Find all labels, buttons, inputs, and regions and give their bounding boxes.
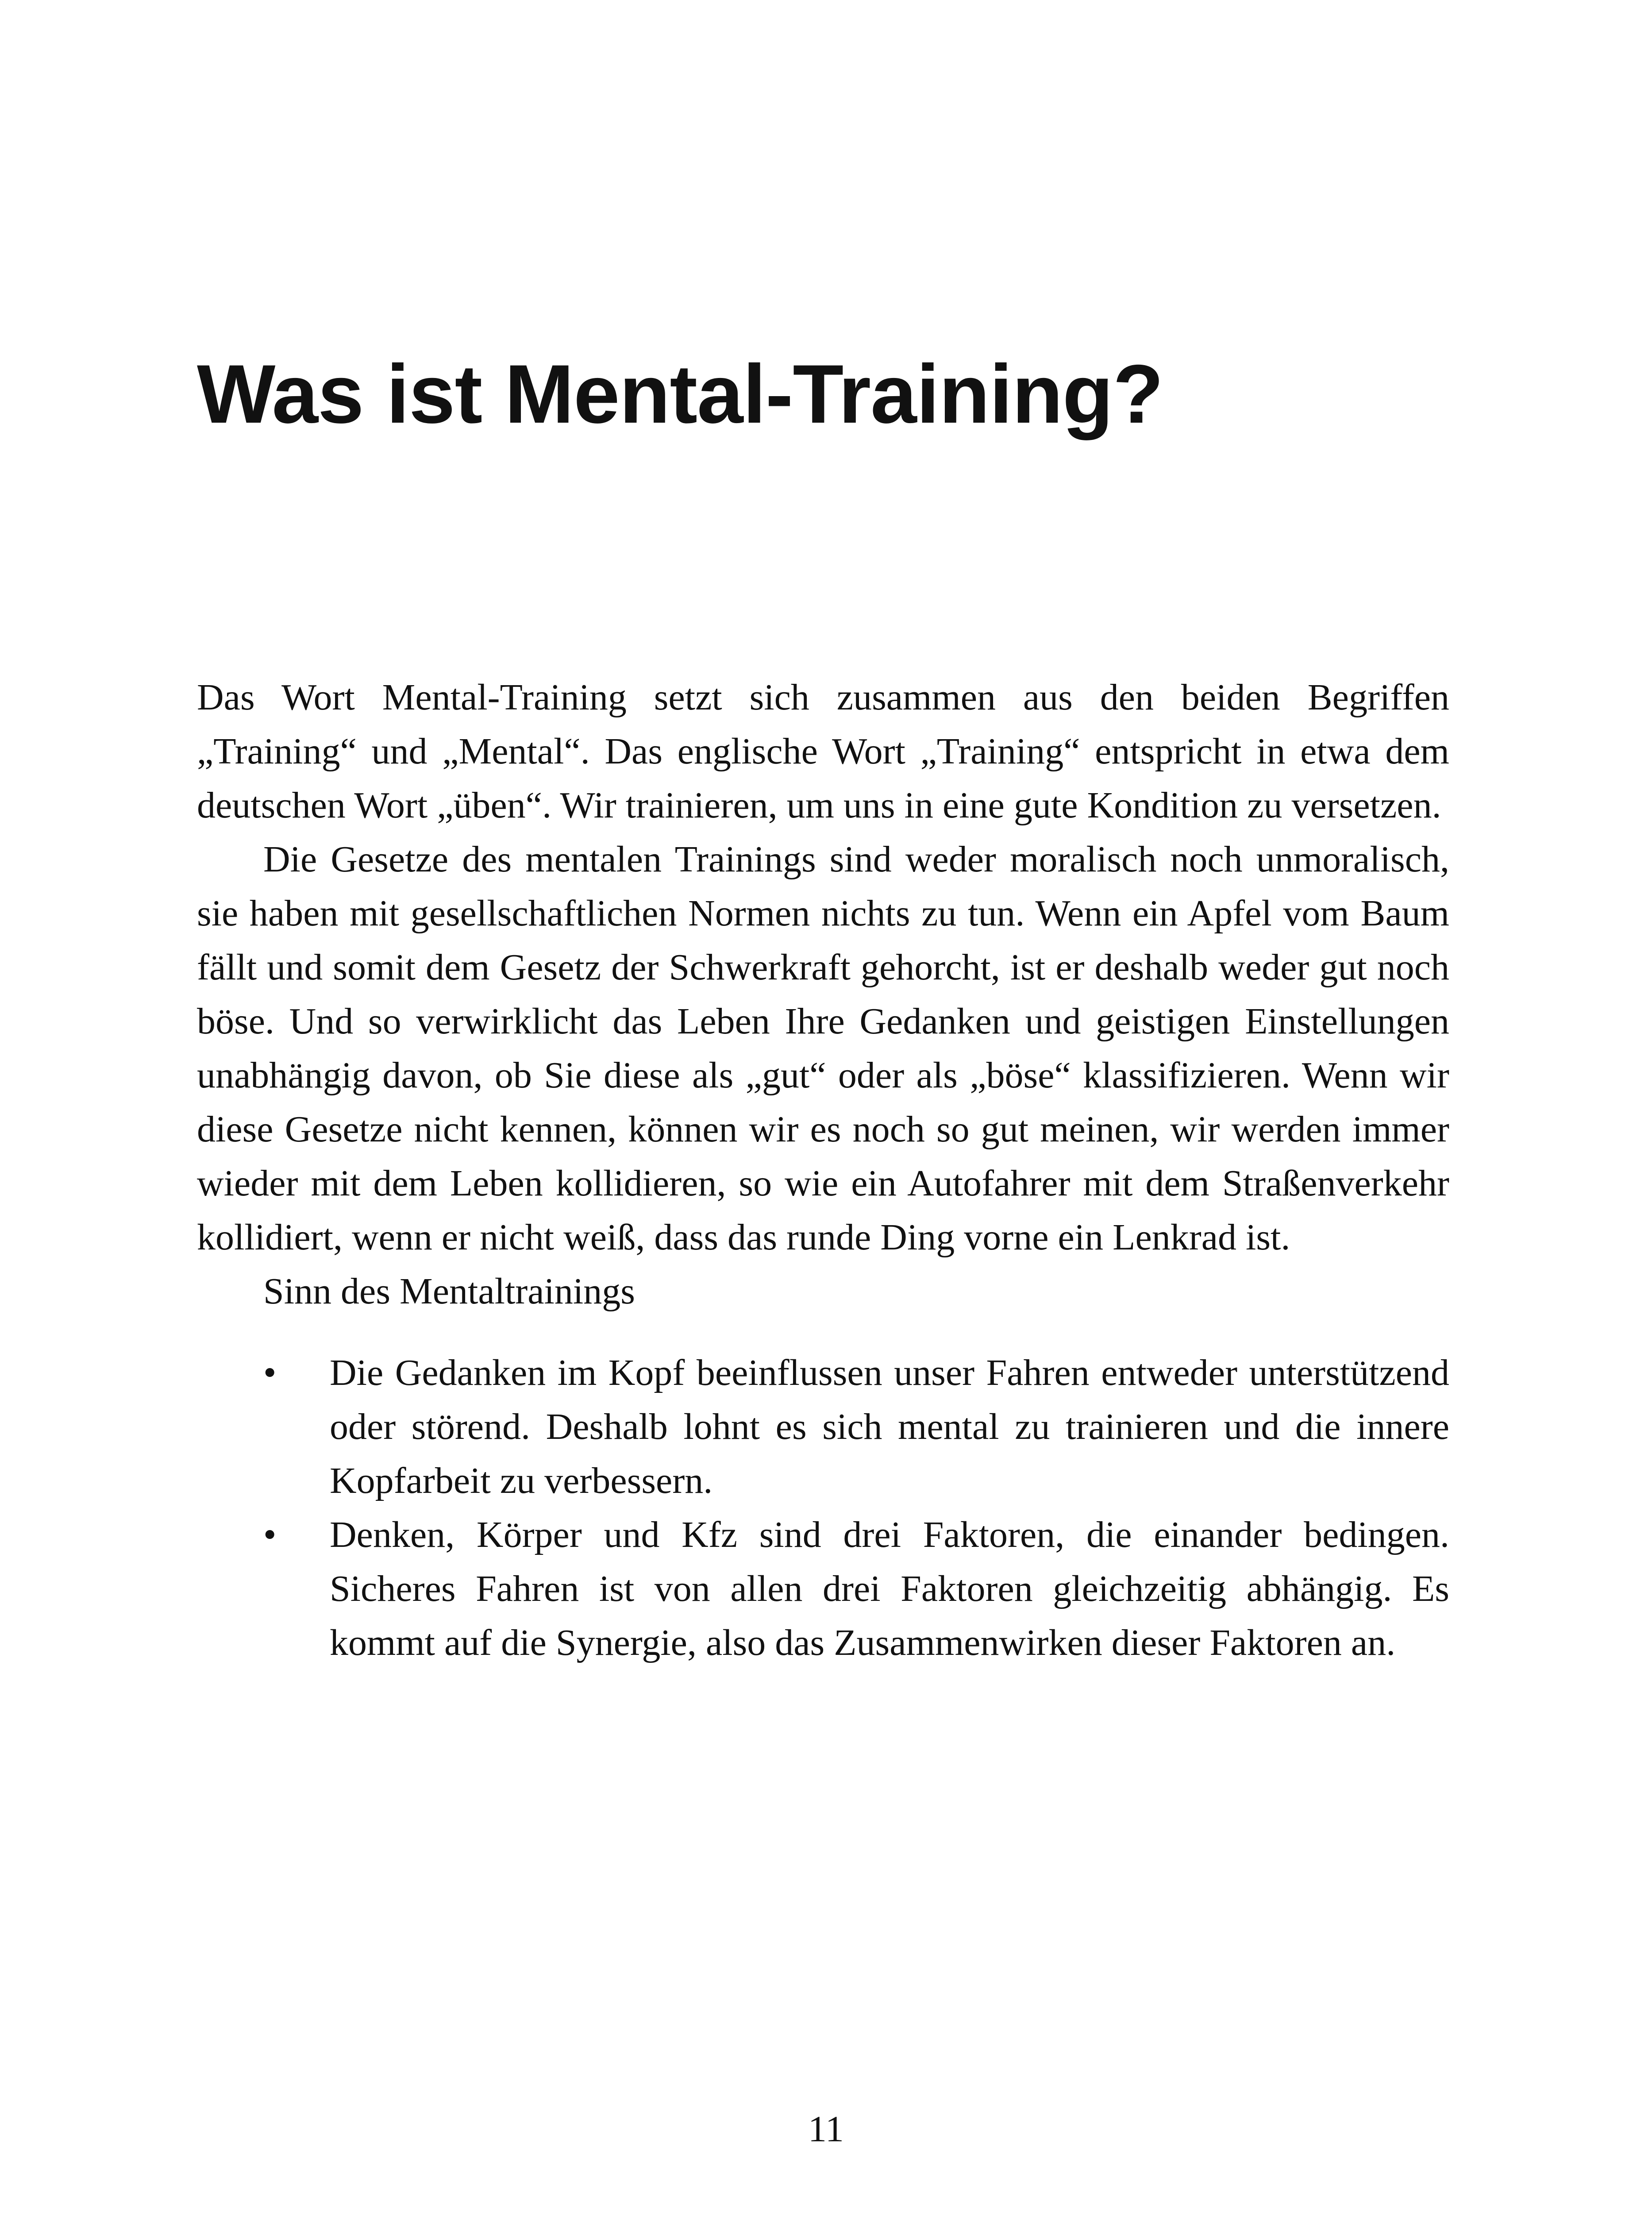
intro-paragraph: Das Wort Mental-Training setzt sich zusammen aus den beiden Begriffen „Training“ und „Mental“. Das englische Wort „Training“ entspricht in etwa dem deutschen Wort „üben“. Wir trainieren, um uns in eine gute Kondition zu versetzen.	[197, 677, 1449, 826]
page-number: 11	[808, 2109, 844, 2150]
bullet-icon: •	[263, 1514, 277, 1555]
bullet-list	[197, 1346, 1449, 1670]
list-item	[197, 1346, 1449, 1508]
body-text	[197, 671, 1449, 1670]
list-item-text: Die Gedanken im Kopf beeinflussen unser Fahren entweder unterstützend oder störend. Deshalb lohnt es sich mental zu trainieren und die innere Kopfarbeit zu verbessern.	[330, 1352, 1449, 1501]
bullet-icon: •	[263, 1352, 277, 1393]
laws-paragraph: Die Gesetze des mentalen Trainings sind weder moralisch noch unmoralisch, sie haben mit gesellschaftlichen Normen nichts zu tun. Wenn ein Apfel vom Baum fällt und somit dem Gesetz der Schwerkraft gehorcht, ist er deshalb weder gut noch böse. Und so verwirklicht das Leben Ihre Gedanken und geistigen Einstellungen unabhängig davon, ob Sie diese als „gut“ oder als „böse“ klassifizieren. Wenn wir diese Gesetze nicht kennen, können wir es noch so gut meinen, wir werden immer wieder mit dem Leben kollidieren, so wie ein Autofahrer mit dem Straßenverkehr kollidiert, wenn er nicht weiß, dass das runde Ding vorne ein Lenkrad ist.	[197, 839, 1449, 1258]
list-item-text: Denken, Körper und Kfz sind drei Faktoren, die einander bedingen. Sicheres Fahren ist von allen drei Faktoren gleichzeitig abhängig. Es kommt auf die Synergie, also das Zusammenwirken dieser Faktoren an.	[330, 1514, 1449, 1663]
chapter-title: Was ist Mental-Training?	[197, 347, 1163, 440]
section-subheading: Sinn des Mentaltrainings	[263, 1271, 635, 1312]
list-item	[197, 1508, 1449, 1670]
